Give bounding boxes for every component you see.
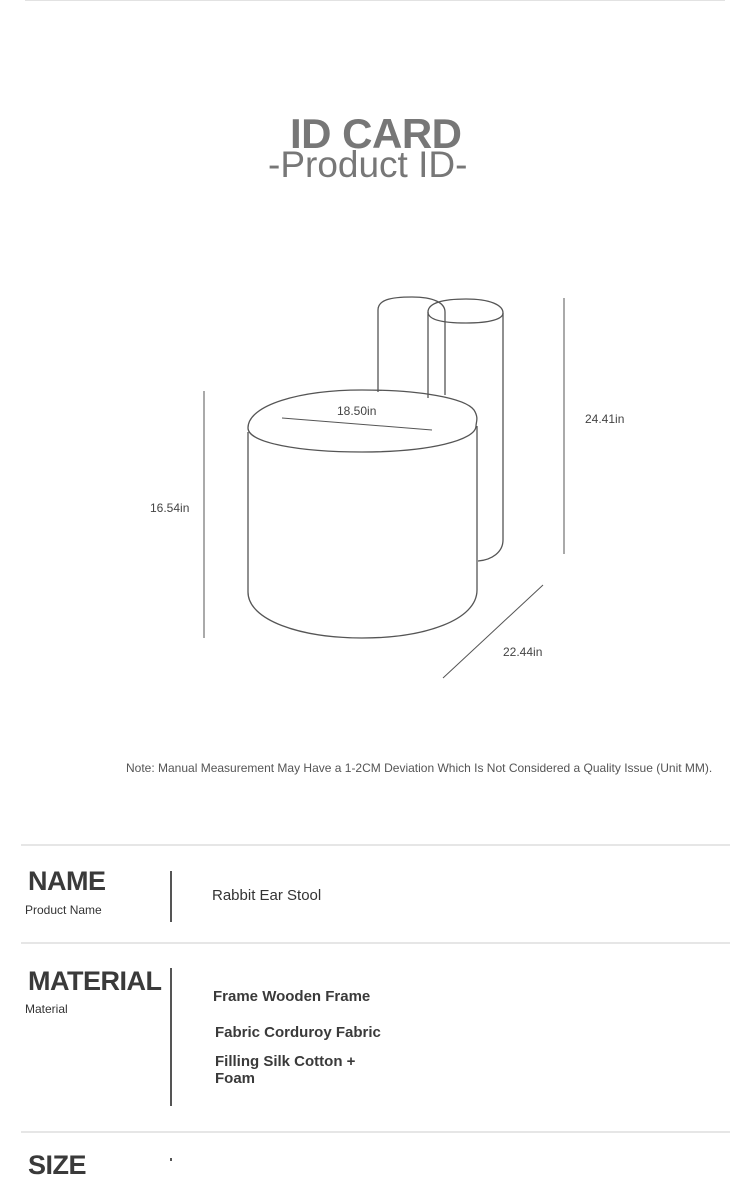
material-filling: Filling Silk Cotton + Foam: [215, 1053, 356, 1087]
material-subheading: Material: [25, 1002, 68, 1016]
section-divider: [21, 942, 730, 944]
material-frame: Frame Wooden Frame: [213, 988, 371, 1005]
name-subheading: Product Name: [25, 903, 102, 917]
name-heading: NAME: [28, 866, 106, 896]
page-title: ID CARD: [290, 110, 462, 157]
material-fabric: Fabric Corduroy Fabric: [215, 1024, 381, 1041]
dimension-depth: 22.44in: [503, 645, 543, 659]
dimension-total-height: 24.41in: [585, 412, 625, 426]
page-subtitle: -Product ID-: [268, 144, 468, 185]
dimension-diameter: 18.50in: [337, 404, 377, 418]
dimension-seat-height: 16.54in: [150, 501, 190, 515]
measurement-note: Note: Manual Measurement May Have a 1-2CM Deviation Which Is Not Considered a Quality Issue (Unit MM).: [126, 761, 713, 775]
section-divider: [21, 844, 730, 846]
size-heading: SIZE: [28, 1150, 87, 1180]
product-name-value: Rabbit Ear Stool: [212, 887, 322, 904]
material-separator: [170, 968, 172, 1106]
material-heading: MATERIAL: [28, 966, 162, 996]
section-divider: [21, 1131, 730, 1133]
name-separator: [170, 871, 172, 922]
